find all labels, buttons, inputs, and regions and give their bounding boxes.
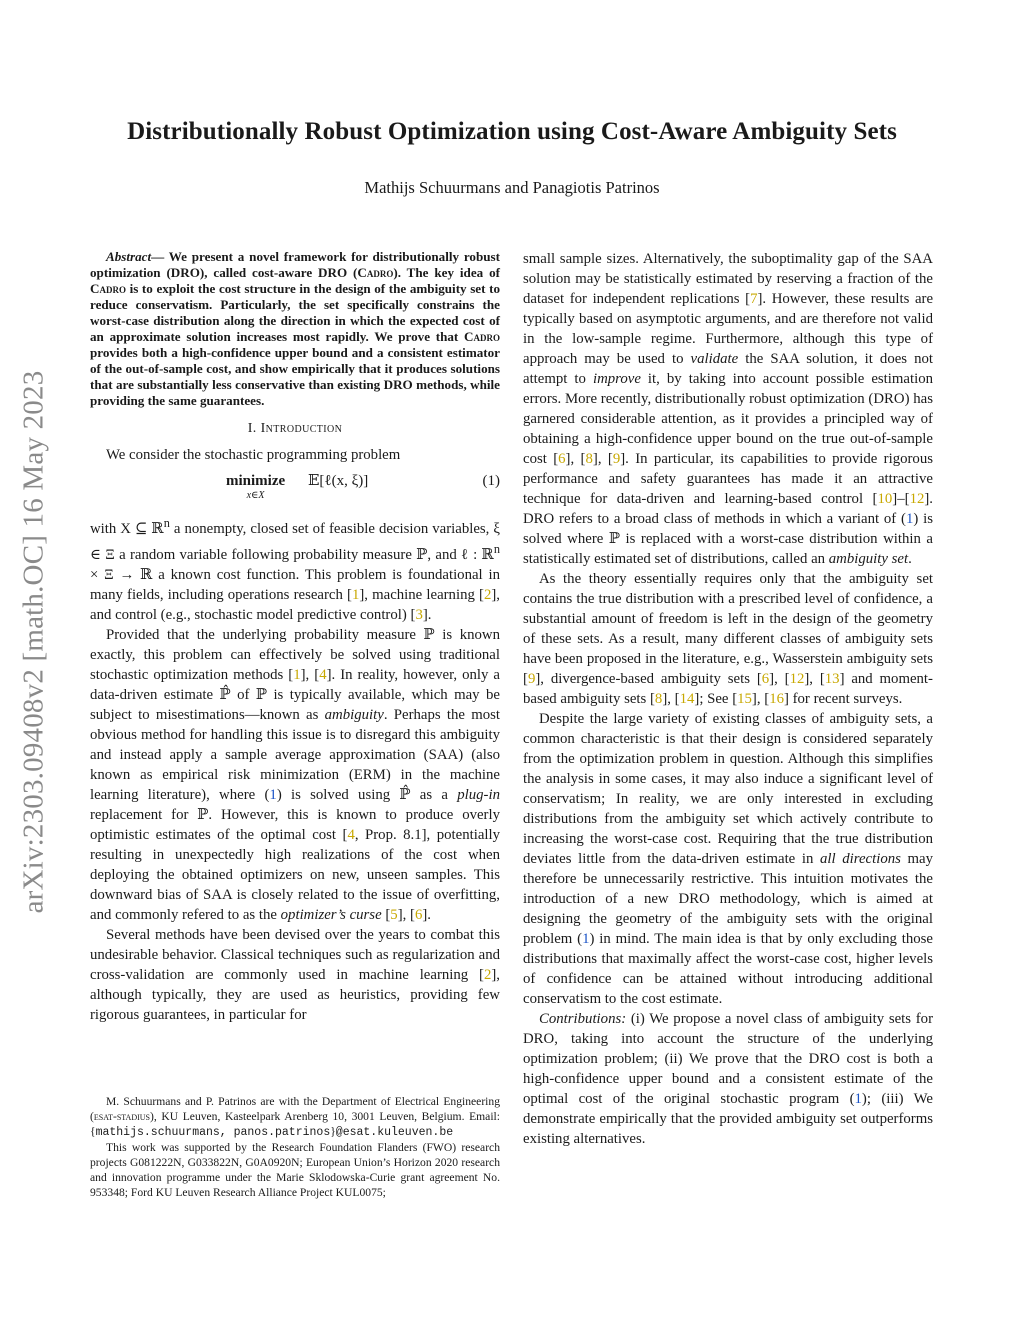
cadro-acronym: Cadro [464,329,500,344]
equation-reference-link[interactable]: 1 [905,511,914,527]
equation-reference-link[interactable]: 1 [269,786,277,803]
cadro-acronym: Cadro [90,281,126,296]
citation-link[interactable]: 8 [585,451,593,467]
abstract: Abstract— We present a novel framework for distributionally robust optimization (DRO), called cost-aware DRO (Cadro). The key idea of Cadro is to exploit the cost structure in the design of the ambiguity set to reduce conservatism. Particularly, the set specifically constrains the worst-case distribution along the direction in which the expected cost of an approximate solution increases most rapidly. We prove that Cadro provides both a high-confidence upper bound and a consistent estimator of the out-of-sample cost, and show empirically that it produces solutions that are substantially less conservative than existing DRO methods, while providing the same guarantees. [90,249,500,408]
abstract-label: Abstract [106,249,152,264]
paragraph-problem-setup: with X ⊆ ℝ$^n$ a nonempty, closed set of feasible decision variables, ξ ∈ Ξ a random variable following probability measure ℙ, and ℓ : ℝ$^n$ × Ξ → ℝ a known cost function. This problem is foundational in many fields, including operations research [1], machine learning [2], and control (e.g., stochastic model predictive control) [3]. [90,516,500,623]
equation-1 [90,471,500,511]
paragraph-ambiguity-sets: As the theory essentially requires only that the ambiguity set contains the true distribution with a prescribed level of confidence, a substantial amount of freedom is left in the design of the geometry of these sets. As a result, many different classes of ambiguity sets have been proposed in the literature, e.g., Wasserstein ambiguity sets [9], divergence-based ambiguity sets [6], [12], [13] and moment-based ambiguity sets [8], [14]; See [15], [16] for recent surveys. [523,571,933,707]
equation-expression: 𝔼[ℓ(x, ξ)] [308,473,369,489]
arxiv-identifier: arXiv:2303.09408v2 [math.OC] 16 May 2023 [17,370,50,914]
citation-link[interactable]: 14 [679,691,695,707]
footnote-affiliation: M. Schuurmans and P. Patrinos are with the Department of Electrical Engineering (esat-stadius), KU Leuven, Kasteelpark Arenberg 10, 3001 Leuven, Belgium. Email: {mathijs.schuurmans, panos.patrinos}@esat.kuleuven.be [90,1095,500,1139]
equation-operator: minimize x∈X [226,473,286,501]
paragraph-saa: Provided that the underlying probability measure ℙ is known exactly, this problem can effectively be solved using traditional stochastic optimization methods [1], [4]. In reality, however, only a data-driven estimate ℙ̂ of ℙ is typically available, which may be subject to misestimations—known as ambiguity. Perhaps the most obvious method for handling this issue is to disregard this ambiguity and instead apply a sample average approximation (SAA) (also known as empirical risk minimization (ERM) in the machine learning literature), where (1) is solved using ℙ̂ as a plug-in replacement for ℙ. However, this is known to produce overly optimistic estimates of the optimal cost [4, Prop. 8.1], potentially resulting in unexpectedly high realizations of the cost when deploying the obtained optimizers on new, unseen samples. This downward bias of SAA is closely related to the issue of overfitting, and commonly refered to as the optimizer’s curse [5], [6]. [90,626,501,923]
cadro-acronym: Cadro [357,265,394,280]
paragraph-contributions: Contributions: (i) We propose a novel class of ambiguity sets for DRO, taking into account the structure of the underlying optimization problem; (ii) We prove that the DRO cost is both a high-confidence upper bound and a consistent estimate of the optimal cost of the original stochastic program (1); (iii) We demonstrate empirically that the provided ambiguity set outperforms existing alternatives. [523,1011,933,1147]
paragraph-motivation: Despite the large variety of existing classes of ambiguity sets, a common characteristic is that their design is considered separately from the optimization problem in question. Although this simplifies the analysis in some cases, it may also induce a significant level of conservatism; In reality, we are only interested in excluding distributions from the ambiguity set which actively contribute to increasing the worst-case cost. Requiring that the true distribution deviates little from the data-driven estimate in all directions may therefore be unnecessarily restrictive. This intuition motivates the introduction of a new DRO methodology, which is aimed at designing the geometry of the ambiguity sets with the original problem (1) in mind. The main idea is that by only excluding those distributions that maximally affect the worst-case cost, higher levels of confidence can be attained without introducing additional conservatism to the cost estimate. [523,711,934,1007]
email-addresses[interactable]: mathijs.schuurmans, panos.patrinos [95,1126,331,1139]
paragraph-dro: small sample sizes. Alternatively, the suboptimality gap of the SAA solution may be statistically estimated by reserving a fraction of the dataset for independent replications [7]. However, these results are typically based on asymptotic arguments, and are therefore not valid in the low-sample regime. Furthermore, although this type of approach may be used to validate the SAA solution, it does not attempt to improve it, by taking into account possible estimation errors. More recently, distributionally robust optimization (DRO) has garnered considerable attention, as it provides a principled way of obtaining a high-confidence upper bound on the true out-of-sample cost [6], [8], [9]. In particular, its capabilities to provide rigorous performance and safety guarantees has made it an attractive technique for data-driven and learning-based control [10]–[12]. DRO refers to a broad class of methods in which a variant of (1) is solved where ℙ is replaced with a worst-case distribution within a statistically estimated set of distributions, called an ambiguity set. [523,251,934,567]
citation-link[interactable]: 9 [527,671,536,687]
footnote-funding: This work was supported by the Research Foundation Flanders (FWO) research projects G081222N, G033822N, G0A0920N; European Union’s Horizon 2020 research and innovation programme under the Marie Sklodowska-Curie grant agreement No. 953348; Ford KU Leuven Research Alliance Project KUL0075; [90,1141,500,1199]
citation-link[interactable]: 6 [558,451,566,467]
intro-sentence: We consider the stochastic programming problem [106,447,401,463]
section-heading-introduction: I. Introduction [247,421,343,436]
citation-link[interactable]: 5 [390,906,398,923]
email-domain[interactable]: @esat.kuleuven.be [335,1126,454,1139]
citation-link[interactable]: 10 [877,491,893,507]
left-column [90,249,500,1025]
citation-link[interactable]: 16 [769,691,784,707]
citation-link[interactable]: 2 [483,966,492,983]
citation-link[interactable]: 2 [483,586,492,603]
citation-link[interactable]: 12 [789,671,805,687]
paragraph-methods: Several methods have been devised over the years to combat this undesirable behavior. Classical techniques such as regularization and cross-validation are commonly used in machine learning [2], although typically, they are used as heuristics, providing few rigorous guarantees, in particular for [90,926,500,1023]
right-column [523,249,933,1149]
citation-link[interactable]: 9 [612,451,621,467]
citation-link[interactable]: 3 [415,606,423,623]
citation-link[interactable]: 13 [824,671,840,687]
citation-link[interactable]: 8 [654,691,663,707]
paper-authors: Mathijs Schuurmans and Panagiotis Patrinos [364,178,660,197]
citation-link[interactable]: 1 [293,666,301,683]
citation-link[interactable]: 7 [750,291,758,307]
arxiv-identifier-sidebar [14,322,54,962]
citation-link[interactable]: 6 [761,671,770,687]
citation-link[interactable]: 4 [319,666,327,683]
equation-reference-link[interactable]: 1 [582,931,590,947]
citation-link[interactable]: 15 [737,691,752,707]
footnotes [90,1094,500,1200]
paper-title: Distributionally Robust Optimization using Cost-Aware Ambiguity Sets [127,118,897,145]
citation-link[interactable]: 12 [909,491,925,507]
equation-reference-link[interactable]: 1 [854,1091,862,1107]
equation-number: (1) [482,473,500,489]
citation-link[interactable]: 6 [414,906,423,923]
citation-link[interactable]: 1 [351,586,360,603]
citation-link[interactable]: 4 [347,826,355,843]
